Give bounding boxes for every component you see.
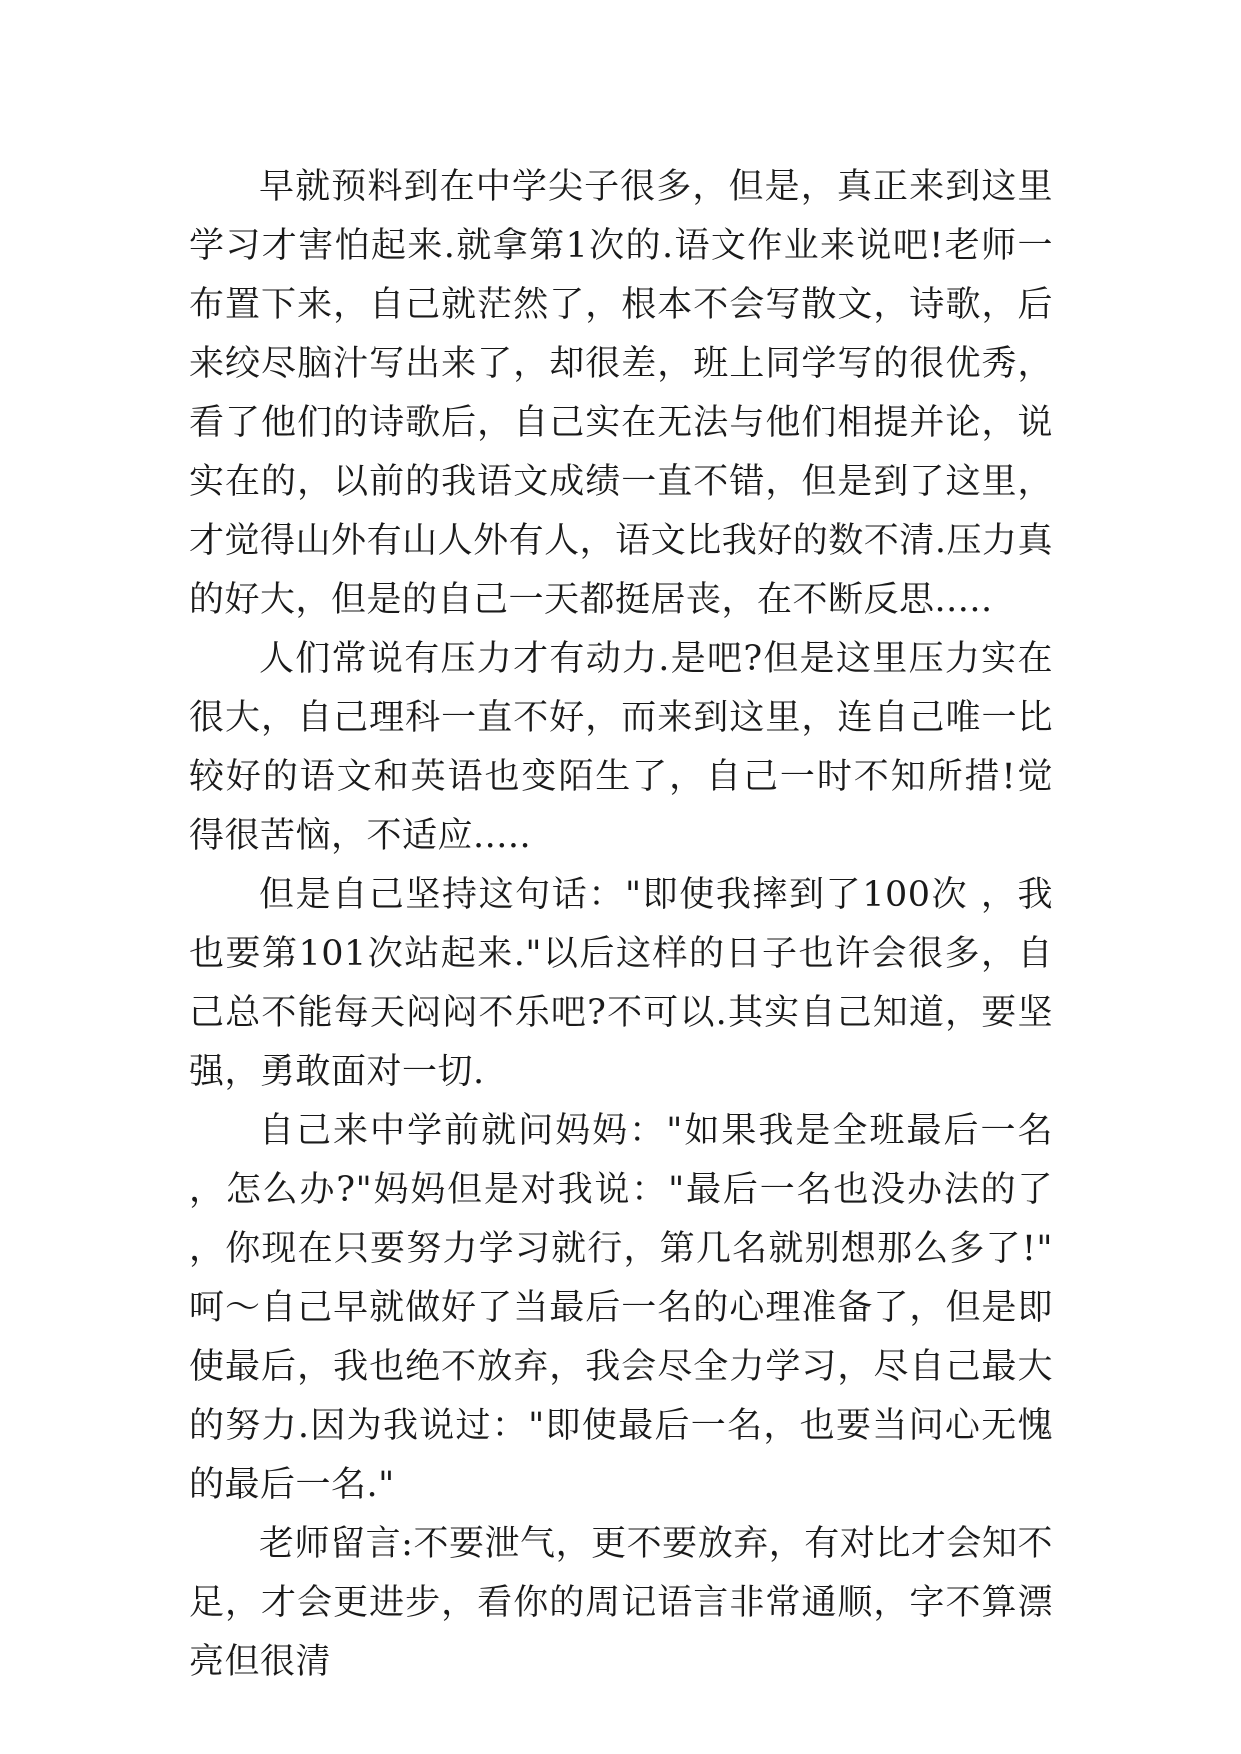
paragraph-3: 但是自己坚持这句话："即使我摔到了100次 ，我也要第101次站起来."以后这样的日子也许会很多，自己总不能每天闷闷不乐吧?不可以.其实自己知道，要坚强，勇敢面对一切. [189,875,1053,1092]
paragraph-5: 老师留言:不要泄气，更不要放弃，有对比才会知不足，才会更进步，看你的周记语言非常通顺，字不算漂亮但很清 [189,1524,1053,1682]
paragraph-4: 自己来中学前就问妈妈："如果我是全班最后一名，怎么办?"妈妈但是对我说："最后一名也没办法的了，你现在只要努力学习就行，第几名就别想那么多了!"呵～自己早就做好了当最后一名的心理准备了，但是即使最后，我也绝不放弃，我会尽全力学习，尽自己最大的努力.因为我说过："即使最后一名，也要当问心无愧的最后一名." [189,1111,1053,1505]
document-body [189,158,1053,1692]
paragraph-2: 人们常说有压力才有动力.是吧?但是这里压力实在很大，自己理科一直不好，而来到这里，连自己唯一比较好的语文和英语也变陌生了，自己一时不知所措!觉得很苦恼，不适应..... [189,639,1053,856]
paragraph-1: 早就预料到在中学尖子很多，但是，真正来到这里学习才害怕起来.就拿第1次的.语文作业来说吧!老师一布置下来，自己就茫然了，根本不会写散文，诗歌，后来绞尽脑汁写出来了，却很差，班上同学写的很优秀，看了他们的诗歌后，自己实在无法与他们相提并论，说实在的，以前的我语文成绩一直不错，但是到了这里，才觉得山外有山人外有人，语文比我好的数不清.压力真的好大，但是的自己一天都挺居丧，在不断反思..... [189,167,1053,620]
